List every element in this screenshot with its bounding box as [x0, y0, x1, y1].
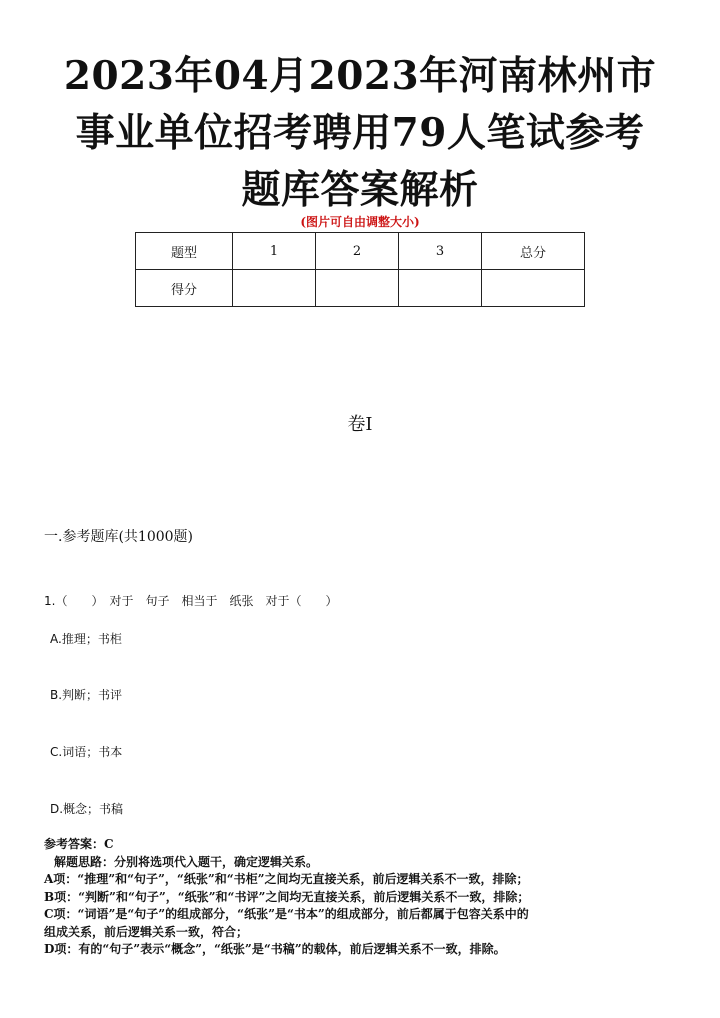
answer-line: D项：有的“句子”表示“概念”，“纸张”是“书稿”的载体，前后逻辑关系不一致，排除。 — [44, 942, 506, 956]
score-table-header-row — [136, 233, 585, 270]
score-cell-1[interactable] — [233, 270, 316, 307]
score-header-1: 1 — [233, 233, 316, 270]
option-d: D.概念；书稿 — [50, 802, 124, 816]
answer-line: C项：“词语”是“句子”的组成部分，“纸张”是“书本”的组成部分，前后都属于包容关系中的 — [44, 907, 529, 921]
title-line-1: 2023年04月2023年河南林州市 — [63, 53, 657, 99]
title-line-3: 题库答案解析 — [241, 167, 479, 213]
score-header-total: 总分 — [482, 233, 585, 270]
document-title — [30, 48, 690, 219]
part-heading: 一.参考题库(共1000题) — [44, 529, 194, 545]
score-table — [135, 232, 585, 307]
section-title: 卷I — [347, 414, 373, 435]
answer-line: 解题思路：分别将选项代入题干，确定逻辑关系。 — [54, 854, 319, 869]
question-text: 1.（ ） 对于 句子 相当于 纸张 对于（ ） — [44, 594, 338, 608]
score-table-score-row — [136, 270, 585, 307]
answer-block — [44, 836, 684, 959]
answer-line: A项：“推理”和“句子”，“纸张”和“书柜”之间均无直接关系，前后逻辑关系不一致，排除； — [44, 872, 529, 886]
score-header-3: 3 — [399, 233, 482, 270]
answer-line: B项：“判断”和“句子”，“纸张”和“书评”之间均无直接关系，前后逻辑关系不一致，排除； — [44, 889, 530, 904]
score-cell-2[interactable] — [316, 270, 399, 307]
title-line-2: 事业单位招考聘用79人笔试参考 — [75, 110, 645, 156]
option-a: A.推理；书柜 — [50, 632, 122, 646]
image-resize-note: (图片可自由调整大小) — [300, 215, 420, 229]
score-header-2: 2 — [316, 233, 399, 270]
score-cell-total[interactable] — [482, 270, 585, 307]
option-c: C.词语；书本 — [50, 745, 123, 759]
score-header-type: 题型 — [136, 233, 233, 270]
answer-line: 组成关系，前后逻辑关系一致，符合； — [44, 924, 249, 939]
option-b: B.判断；书评 — [50, 688, 123, 702]
score-cell-3[interactable] — [399, 270, 482, 307]
score-row-label: 得分 — [136, 270, 233, 307]
answer-label: 参考答案：C — [44, 837, 114, 851]
